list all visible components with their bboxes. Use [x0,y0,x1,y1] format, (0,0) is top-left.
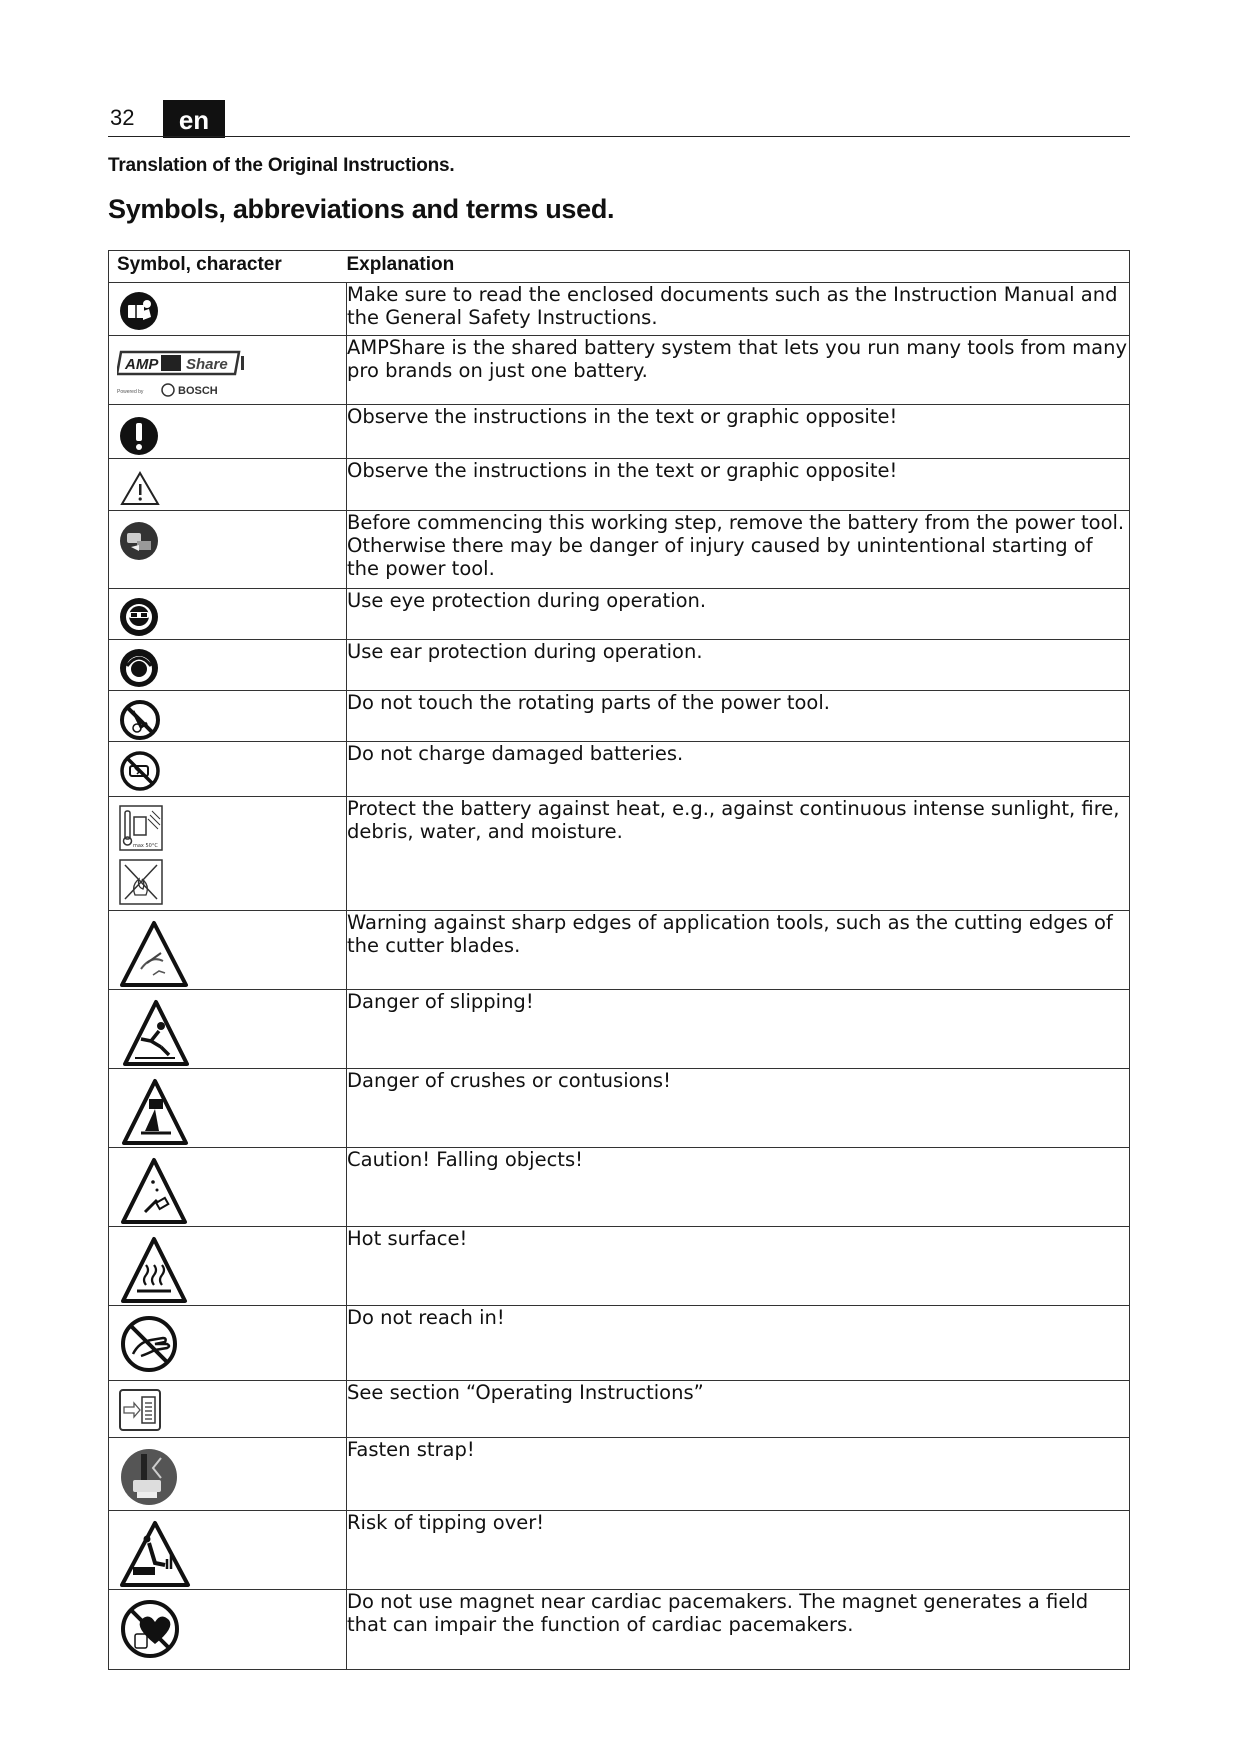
column-header-symbol: Symbol, character [109,251,347,283]
row-text: Fasten strap! [347,1438,1130,1511]
read-manual-icon [119,291,159,331]
table-row [109,1227,1130,1306]
table-row [109,1381,1130,1438]
row-text: Use ear protection during operation. [347,640,1130,691]
table-row [109,797,1130,911]
table-row [109,1306,1130,1381]
no-damaged-battery-icon [119,750,161,792]
row-text: Use eye protection during operation. [347,589,1130,640]
table-row [109,911,1130,990]
no-reach-in-icon [119,1314,179,1374]
column-header-explanation: Explanation [347,251,1130,283]
row-text: Danger of crushes or contusions! [347,1069,1130,1148]
row-text: Make sure to read the enclosed documents such as the Instruction Manual and the General Safety Instructions. [347,283,1130,336]
header-rule [108,136,1130,137]
table-row [109,1511,1130,1590]
amp-logo-left-text: AMP [125,356,159,373]
table-row [109,405,1130,459]
row-text: See section “Operating Instructions” [347,1381,1130,1438]
sharp-edges-icon [119,919,189,989]
table-row [109,589,1130,640]
exclamation-icon [119,413,159,457]
row-text: Risk of tipping over! [347,1511,1130,1590]
row-text: Protect the battery against heat, e.g., against continuous intense sunlight, fire, debris, water, and moisture. [347,797,1130,911]
no-touch-rotating-icon [119,699,161,741]
table-row [109,640,1130,691]
ampshare-logo [117,346,257,406]
row-text: Do not use magnet near cardiac pacemakers. The magnet generates a field that can impair the function of cardiac pacemakers. [347,1590,1130,1670]
fasten-strap-icon [119,1446,181,1508]
row-text: Danger of slipping! [347,990,1130,1069]
slipping-icon [119,998,189,1068]
remove-battery-icon [119,519,161,563]
row-text: Do not reach in! [347,1306,1130,1381]
table-row [109,1590,1130,1670]
table-row [109,1069,1130,1148]
crushing-icon [119,1077,189,1147]
eye-protection-icon [119,597,159,637]
table-row [109,459,1130,511]
row-text: Observe the instructions in the text or graphic opposite! [347,459,1130,511]
row-text: Do not charge damaged batteries. [347,742,1130,797]
warning-triangle-icon [119,467,161,507]
symbols-table [108,250,1130,1670]
row-text: Observe the instructions in the text or graphic opposite! [347,405,1130,459]
table-row [109,1148,1130,1227]
row-text: Before commencing this working step, remove the battery from the power tool. Otherwise there may be danger of injury caused by unintentional starting of the power tool. [347,511,1130,589]
protect-battery-heat-icon [119,805,165,905]
hot-surface-icon [119,1235,189,1305]
section-title: Symbols, abbreviations and terms used. [108,194,615,224]
row-text: Hot surface! [347,1227,1130,1306]
table-row [109,1438,1130,1511]
tipping-icon [119,1519,191,1589]
table-row [109,691,1130,742]
page-number: 32 [110,105,135,130]
thermo-label: max 50°C [133,843,158,849]
row-text: AMPShare is the shared battery system that lets you run many tools from many pro brands on just one battery. [347,336,1130,405]
amp-logo-powered-by: Powered by [117,389,144,395]
table-row [109,283,1130,336]
table-header-row [109,251,1130,283]
table-row [109,742,1130,797]
amp-logo-brand: BOSCH [178,385,218,397]
row-text: Warning against sharp edges of application tools, such as the cutting edges of the cutter blades. [347,911,1130,990]
falling-objects-icon [119,1156,189,1226]
see-section-icon [119,1389,163,1431]
row-text: Do not touch the rotating parts of the power tool. [347,691,1130,742]
row-text: Caution! Falling objects! [347,1148,1130,1227]
table-row [109,990,1130,1069]
document-subtitle: Translation of the Original Instructions. [108,155,455,176]
table-row [109,336,1130,405]
ear-protection-icon [119,648,159,688]
amp-logo-right-text: Share [186,356,228,373]
no-pacemaker-icon [119,1598,181,1660]
table-row [109,511,1130,589]
language-tab: en [163,100,225,138]
